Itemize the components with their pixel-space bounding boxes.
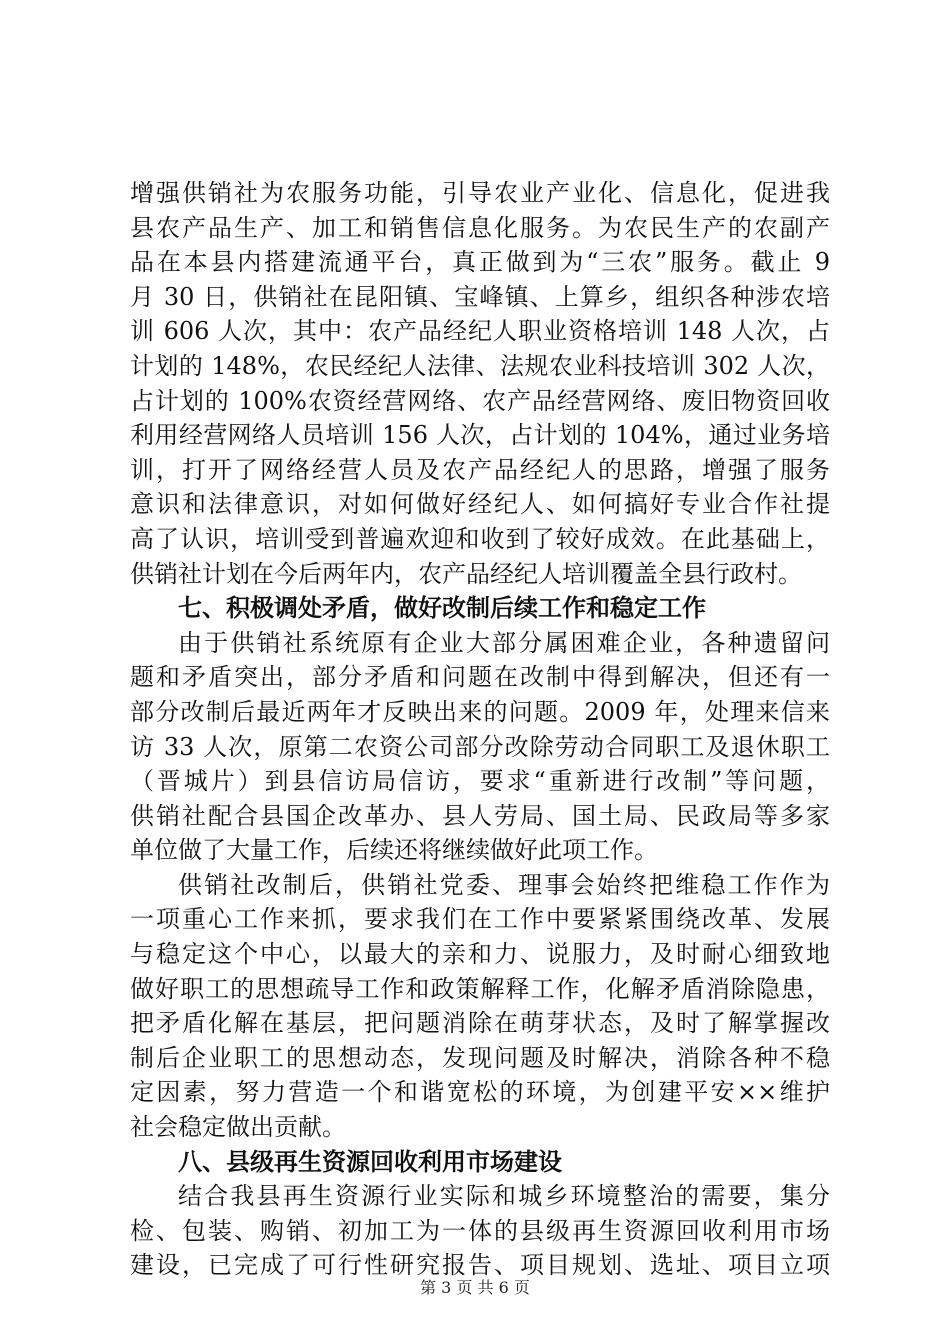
text-line: 增强供销社为农服务功能，引导农业产业化、信息化，促进我 (130, 179, 830, 207)
text-line: 访 33 人次，原第二农资公司部分改除劳动合同职工及退休职工 (130, 732, 830, 761)
text-line: 县农产品生产、加工和销售信息化服务。为农民生产的农副产 (130, 213, 830, 242)
text-line: （晋城片）到县信访局信访，要求“重新进行改制”等问题， (130, 767, 830, 796)
text-line: 制后企业职工的思想动态，发现问题及时解决，消除各种不稳 (130, 1043, 830, 1072)
paragraph-petitions (130, 626, 830, 868)
text-line: 供销社计划在今后两年内，农产品经纪人培训覆盖全县行政村。 (130, 559, 802, 588)
text-line: 训 606 人次，其中：农产品经纪人职业资格培训 148 人次，占 (130, 317, 830, 346)
text-line: 品在本县内搭建流通平台，真正做到为“三农”服务。截止 9 (130, 248, 830, 277)
text-line: 占计划的 100%农资经营网络、农产品经营网络、废旧物资回收 (130, 386, 830, 415)
text-line: 单位做了大量工作，后续还将继续做好此项工作。 (130, 836, 658, 865)
text-line: 把矛盾化解在基层，把问题消除在萌芽状态，及时了解掌握改 (130, 1009, 830, 1038)
paragraph-training (130, 176, 830, 591)
text-line: 建设，已完成了可行性研究报告、项目规划、选址、项目立项 (130, 1251, 830, 1280)
text-line: 检、包装、购销、初加工为一体的县级再生资源回收利用市场 (130, 1216, 830, 1245)
document-body (130, 176, 830, 1283)
text-line: 高了认识，培训受到普遍欢迎和收到了较好成效。在此基础上， (130, 524, 830, 553)
section-heading-7: 七、积极调处矛盾，做好改制后续工作和稳定工作 (178, 594, 706, 623)
text-line: 月 30 日，供销社在昆阳镇、宝峰镇、上算乡，组织各种涉农培 (130, 282, 830, 311)
text-line: 由于供销社系统原有企业大部分属困难企业，各种遗留问 (178, 628, 830, 657)
text-line: 部分改制后最近两年才反映出来的问题。2009 年，处理来信来 (130, 697, 830, 726)
text-line: 供销社改制后，供销社党委、理事会始终把维稳工作作为 (178, 870, 830, 899)
section-heading-8: 八、县级再生资源回收利用市场建设 (178, 1147, 562, 1176)
text-line: 一项重心工作来抓，要求我们在工作中要紧紧围绕改革、发展 (130, 905, 830, 934)
text-line: 题和矛盾突出，部分矛盾和问题在改制中得到解决，但还有一 (130, 663, 830, 692)
text-line: 结合我县再生资源行业实际和城乡环境整治的需要，集分 (178, 1182, 830, 1211)
text-line: 做好职工的思想疏导工作和政策解释工作，化解矛盾消除隐患， (130, 974, 830, 1003)
text-line: 意识和法律意识，对如何做好经纪人、如何搞好专业合作社提 (130, 490, 830, 519)
text-line: 与稳定这个中心，以最大的亲和力、说服力，及时耐心细致地 (130, 940, 830, 969)
text-line: 供销社配合县国企改革办、县人劳局、国土局、民政局等多家 (130, 801, 830, 830)
paragraph-recycling-market (130, 1179, 830, 1283)
text-line: 训，打开了网络经营人员及农产品经纪人的思路，增强了服务 (130, 455, 830, 484)
text-line: 定因素，努力营造一个和谐宽松的环境，为创建平安××维护 (130, 1078, 830, 1107)
text-line: 社会稳定做出贡献。 (130, 1113, 346, 1142)
text-line: 利用经营网络人员培训 156 人次，占计划的 104%，通过业务培 (130, 421, 830, 450)
page-number-footer: 第 3 页 共 6 页 (420, 1278, 530, 1297)
paragraph-stability (130, 868, 830, 1145)
text-line: 计划的 148%，农民经纪人法律、法规农业科技培训 302 人次， (130, 351, 830, 380)
